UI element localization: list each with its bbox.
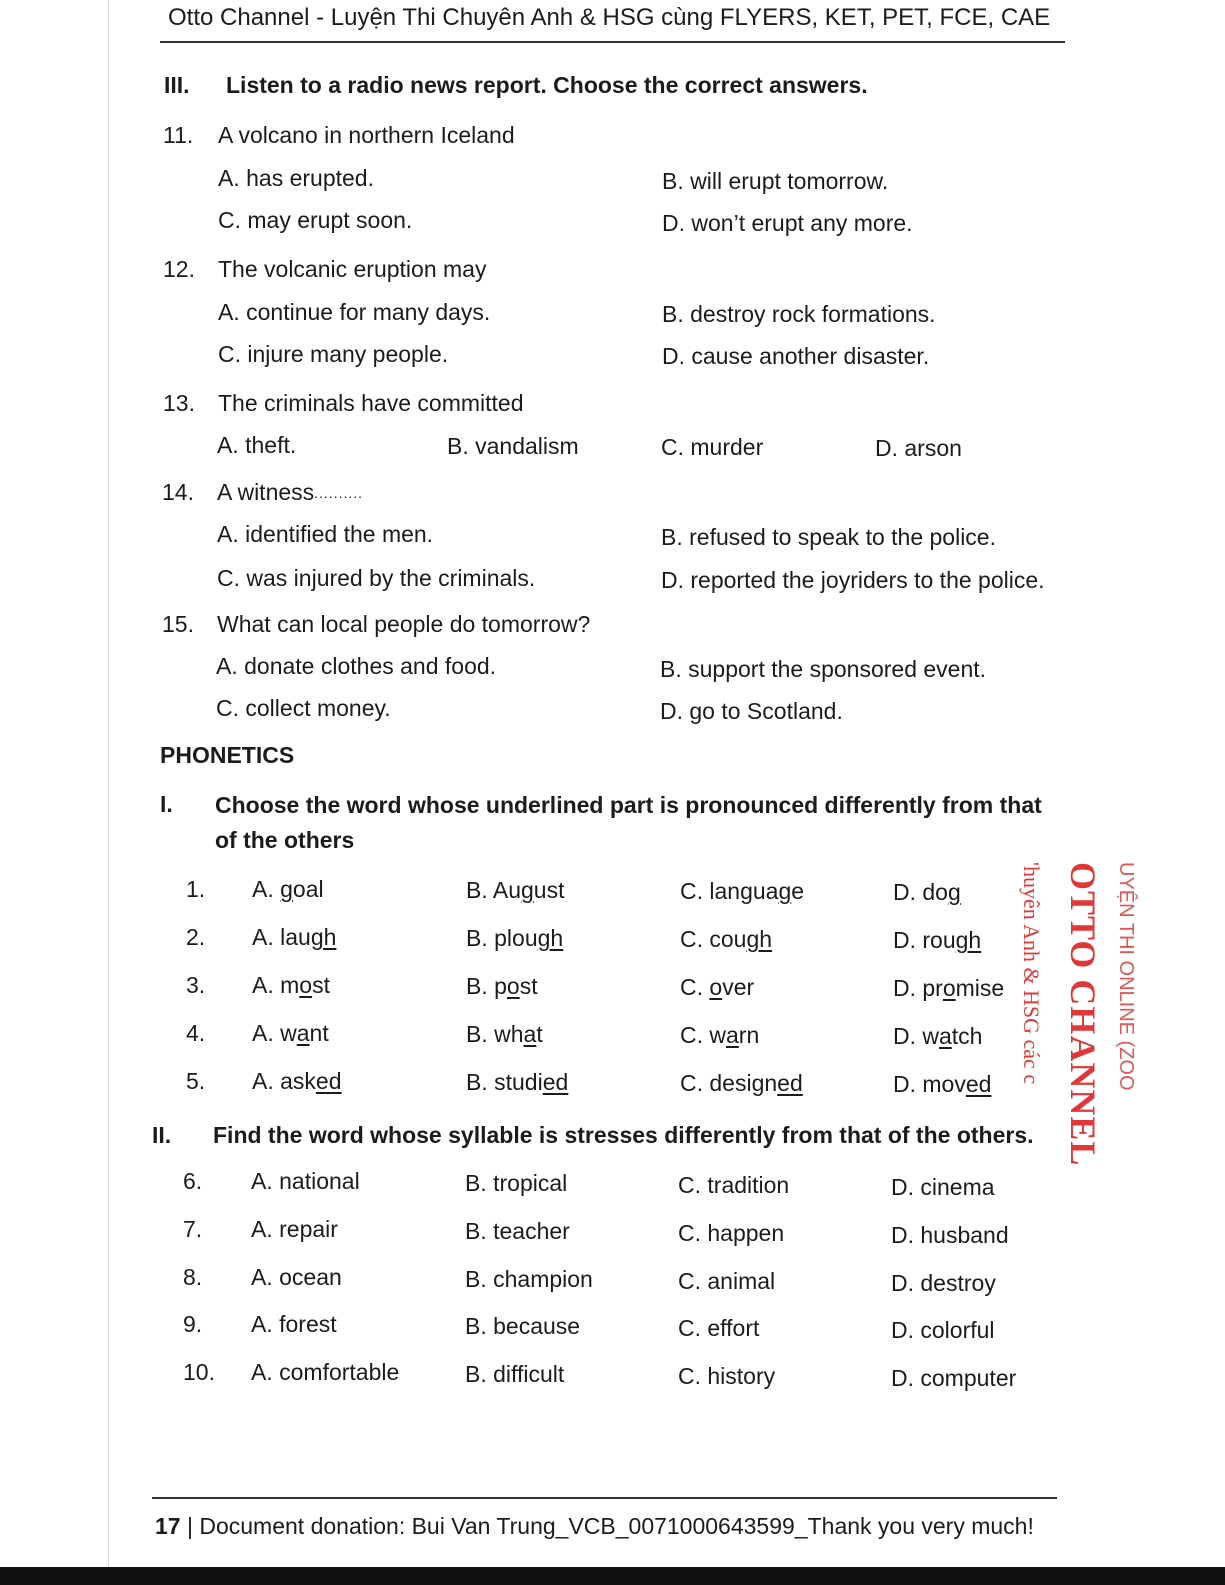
underlined-part: ed <box>965 1071 992 1097</box>
phonetics-part2-number: II. <box>152 1122 172 1148</box>
answer-option: A. comfortable <box>251 1359 400 1385</box>
question-text: The volcanic eruption may <box>218 256 487 282</box>
option-text: rn <box>738 1022 760 1048</box>
answer-option: A. ocean <box>251 1264 342 1290</box>
option-text: C. langua <box>680 878 779 904</box>
answer-option: C. injure many people. <box>218 341 449 367</box>
phonetics-heading: PHONETICS <box>160 742 295 768</box>
question-number: 4. <box>186 1020 206 1046</box>
underlined-part: g <box>947 879 961 905</box>
option-text: C. <box>680 974 710 1000</box>
answer-option <box>893 1023 982 1050</box>
page-number: 17 <box>155 1513 181 1539</box>
answer-option <box>680 1070 803 1097</box>
question-number: 9. <box>183 1311 203 1337</box>
answer-option: C. animal <box>678 1268 776 1294</box>
answer-option: B. vandalism <box>447 433 579 459</box>
answer-option: B. will erupt tomorrow. <box>662 168 889 194</box>
answer-option <box>893 1071 991 1098</box>
answer-option: C. murder <box>661 434 764 460</box>
answer-option: D. computer <box>891 1365 1017 1391</box>
question-number: 14. <box>162 479 194 505</box>
page-left-edge <box>108 0 109 1585</box>
answer-option: A. continue for many days. <box>218 299 491 325</box>
phonetics-part1-title-line1: Choose the word whose underlined part is pronounced differently from that <box>215 792 1042 818</box>
underlined-part: gh <box>310 924 337 950</box>
option-text: t <box>536 1021 543 1047</box>
question-text: What can local people do tomorrow? <box>217 611 591 637</box>
option-text: D. do <box>893 879 948 905</box>
answer-option: A. theft. <box>217 432 297 458</box>
answer-option <box>252 1020 329 1047</box>
option-text: oal <box>292 876 324 902</box>
answer-option <box>893 879 961 906</box>
answer-option: A. donate clothes and food. <box>216 653 497 679</box>
scan-bottom-band <box>0 1567 1225 1585</box>
underlined-part: ed <box>542 1069 569 1095</box>
underlined-part: gh <box>955 927 982 953</box>
option-text: st <box>519 973 538 999</box>
listening-section-title: Listen to a radio news report. Choose the correct answers. <box>226 72 868 98</box>
question-number: 11. <box>163 122 194 148</box>
option-text: D. pr <box>893 975 943 1001</box>
answer-option <box>466 973 538 1000</box>
answer-option: C. tradition <box>678 1172 790 1198</box>
answer-option: B. destroy rock formations. <box>662 301 936 327</box>
underlined-part: o <box>506 973 520 999</box>
option-text: e <box>791 878 805 904</box>
question-number: 12. <box>163 256 195 282</box>
underlined-part: g <box>778 878 792 904</box>
answer-option: D. cinema <box>891 1174 995 1200</box>
answer-blank: .......... <box>314 485 364 501</box>
question-number: 6. <box>183 1168 203 1194</box>
answer-option <box>252 876 324 903</box>
answer-option: B. support the sponsored event. <box>660 656 987 682</box>
underlined-part: g <box>280 876 293 902</box>
underlined-part: gh <box>746 926 773 952</box>
underlined-part: o <box>709 974 723 1000</box>
answer-option <box>252 1068 342 1095</box>
footer-note: | Document donation: Bui Van Trung_VCB_0071000643599_Thank you very much! <box>180 1513 1034 1539</box>
answer-option <box>252 924 336 951</box>
answer-option: C. collect money. <box>216 695 391 721</box>
option-text: B. plou <box>466 925 538 951</box>
stamp-caption: UYỆN THI ONLINE (ZOO <box>1115 862 1137 1091</box>
answer-option: C. may erupt soon. <box>218 207 413 233</box>
underlined-part: ed <box>777 1070 803 1096</box>
underlined-part: a <box>939 1023 952 1049</box>
answer-option: C. was injured by the criminals. <box>217 565 536 591</box>
answer-option: D. colorful <box>891 1317 995 1343</box>
option-text: A. m <box>252 972 300 998</box>
answer-option <box>893 927 981 954</box>
phonetics-part1-title-line2: of the others <box>215 827 355 853</box>
question-number: 2. <box>186 924 206 950</box>
question-number: 1. <box>186 876 206 902</box>
answer-option <box>680 1022 759 1049</box>
answer-option: D. husband <box>891 1222 1009 1248</box>
underlined-part: ed <box>315 1068 342 1094</box>
option-text: A. ask <box>252 1068 316 1094</box>
question-number: 7. <box>183 1216 203 1242</box>
option-text: B. wh <box>466 1021 524 1047</box>
answer-option: D. won’t erupt any more. <box>662 210 913 236</box>
underlined-part: g <box>520 877 534 903</box>
underlined-part: a <box>296 1020 310 1046</box>
answer-option: D. destroy <box>891 1270 996 1296</box>
answer-option <box>252 972 330 999</box>
option-text: B. Au <box>466 877 521 903</box>
answer-option: A. repair <box>251 1216 338 1242</box>
option-text: mise <box>955 975 1005 1001</box>
option-text: tch <box>951 1023 983 1049</box>
question-number: 3. <box>186 972 206 998</box>
answer-option <box>466 877 564 904</box>
answer-option: B. teacher <box>465 1218 570 1244</box>
option-text: C. cou <box>680 926 747 952</box>
option-text: D. w <box>893 1023 939 1049</box>
question-text: The criminals have committed <box>218 390 524 416</box>
answer-option: D. go to Scotland. <box>660 698 843 724</box>
otto-channel-stamp <box>1018 862 1148 1167</box>
question-number: 15. <box>162 611 194 637</box>
answer-option: A. forest <box>251 1311 337 1337</box>
option-text: B. p <box>466 973 507 999</box>
answer-option: D. arson <box>875 435 962 461</box>
option-text: A. <box>252 876 281 902</box>
page-footer <box>155 1513 1034 1540</box>
stamp-title: OTTO CHANNEL <box>1063 862 1103 1167</box>
answer-option <box>680 974 754 1001</box>
question-text: A volcano in northern Iceland <box>218 122 515 148</box>
answer-option: A. has erupted. <box>218 165 374 191</box>
answer-option: C. history <box>678 1363 776 1389</box>
answer-option: C. happen <box>678 1220 785 1246</box>
phonetics-part1-number: I. <box>160 791 173 817</box>
option-text: B. studi <box>466 1069 543 1095</box>
option-text: st <box>312 972 330 998</box>
stamp-subtitle: 'huyên Anh & HSG các c <box>1019 862 1044 1085</box>
page-header: Otto Channel - Luyện Thi Chuyên Anh & HSG cùng FLYERS, KET, PET, FCE, CAE <box>168 4 1051 31</box>
option-text: A. lau <box>252 924 311 950</box>
answer-option <box>680 878 804 905</box>
option-text: nt <box>309 1020 329 1046</box>
question-number: 10. <box>183 1359 215 1385</box>
answer-option: B. refused to speak to the police. <box>661 524 996 550</box>
underlined-part: o <box>942 975 956 1001</box>
answer-option: D. cause another disaster. <box>662 343 930 369</box>
answer-option <box>466 1069 568 1096</box>
question-number: 5. <box>186 1068 206 1094</box>
option-text: D. mov <box>893 1071 966 1097</box>
answer-option: A. national <box>251 1168 360 1194</box>
header-divider <box>160 41 1065 43</box>
option-text: C. w <box>680 1022 726 1048</box>
option-text: D. rou <box>893 927 956 953</box>
option-text: ver <box>722 974 755 1000</box>
answer-option: B. champion <box>465 1266 593 1292</box>
option-text: C. design <box>680 1070 778 1096</box>
question-number: 8. <box>183 1264 203 1290</box>
footer-divider <box>152 1497 1057 1499</box>
listening-section-number: III. <box>164 72 190 98</box>
answer-option: A. identified the men. <box>217 521 434 547</box>
underlined-part: o <box>299 972 313 998</box>
answer-option <box>466 925 563 952</box>
option-text: ust <box>533 877 565 903</box>
answer-option <box>466 1021 543 1048</box>
answer-option: B. difficult <box>465 1361 565 1387</box>
question-text: A witness.......... <box>217 479 364 505</box>
answer-option: D. reported the joyriders to the police. <box>661 567 1045 593</box>
answer-option <box>680 926 772 953</box>
question-number: 13. <box>163 390 195 416</box>
option-text: A. w <box>252 1020 297 1046</box>
answer-option: B. tropical <box>465 1170 568 1196</box>
underlined-part: gh <box>537 925 564 951</box>
phonetics-part2-title: Find the word whose syllable is stresses differently from that of the others. <box>213 1122 1034 1148</box>
answer-option <box>893 975 1004 1002</box>
answer-option: C. effort <box>678 1315 760 1341</box>
underlined-part: a <box>523 1021 537 1047</box>
answer-option: B. because <box>465 1313 581 1339</box>
underlined-part: a <box>726 1022 739 1048</box>
